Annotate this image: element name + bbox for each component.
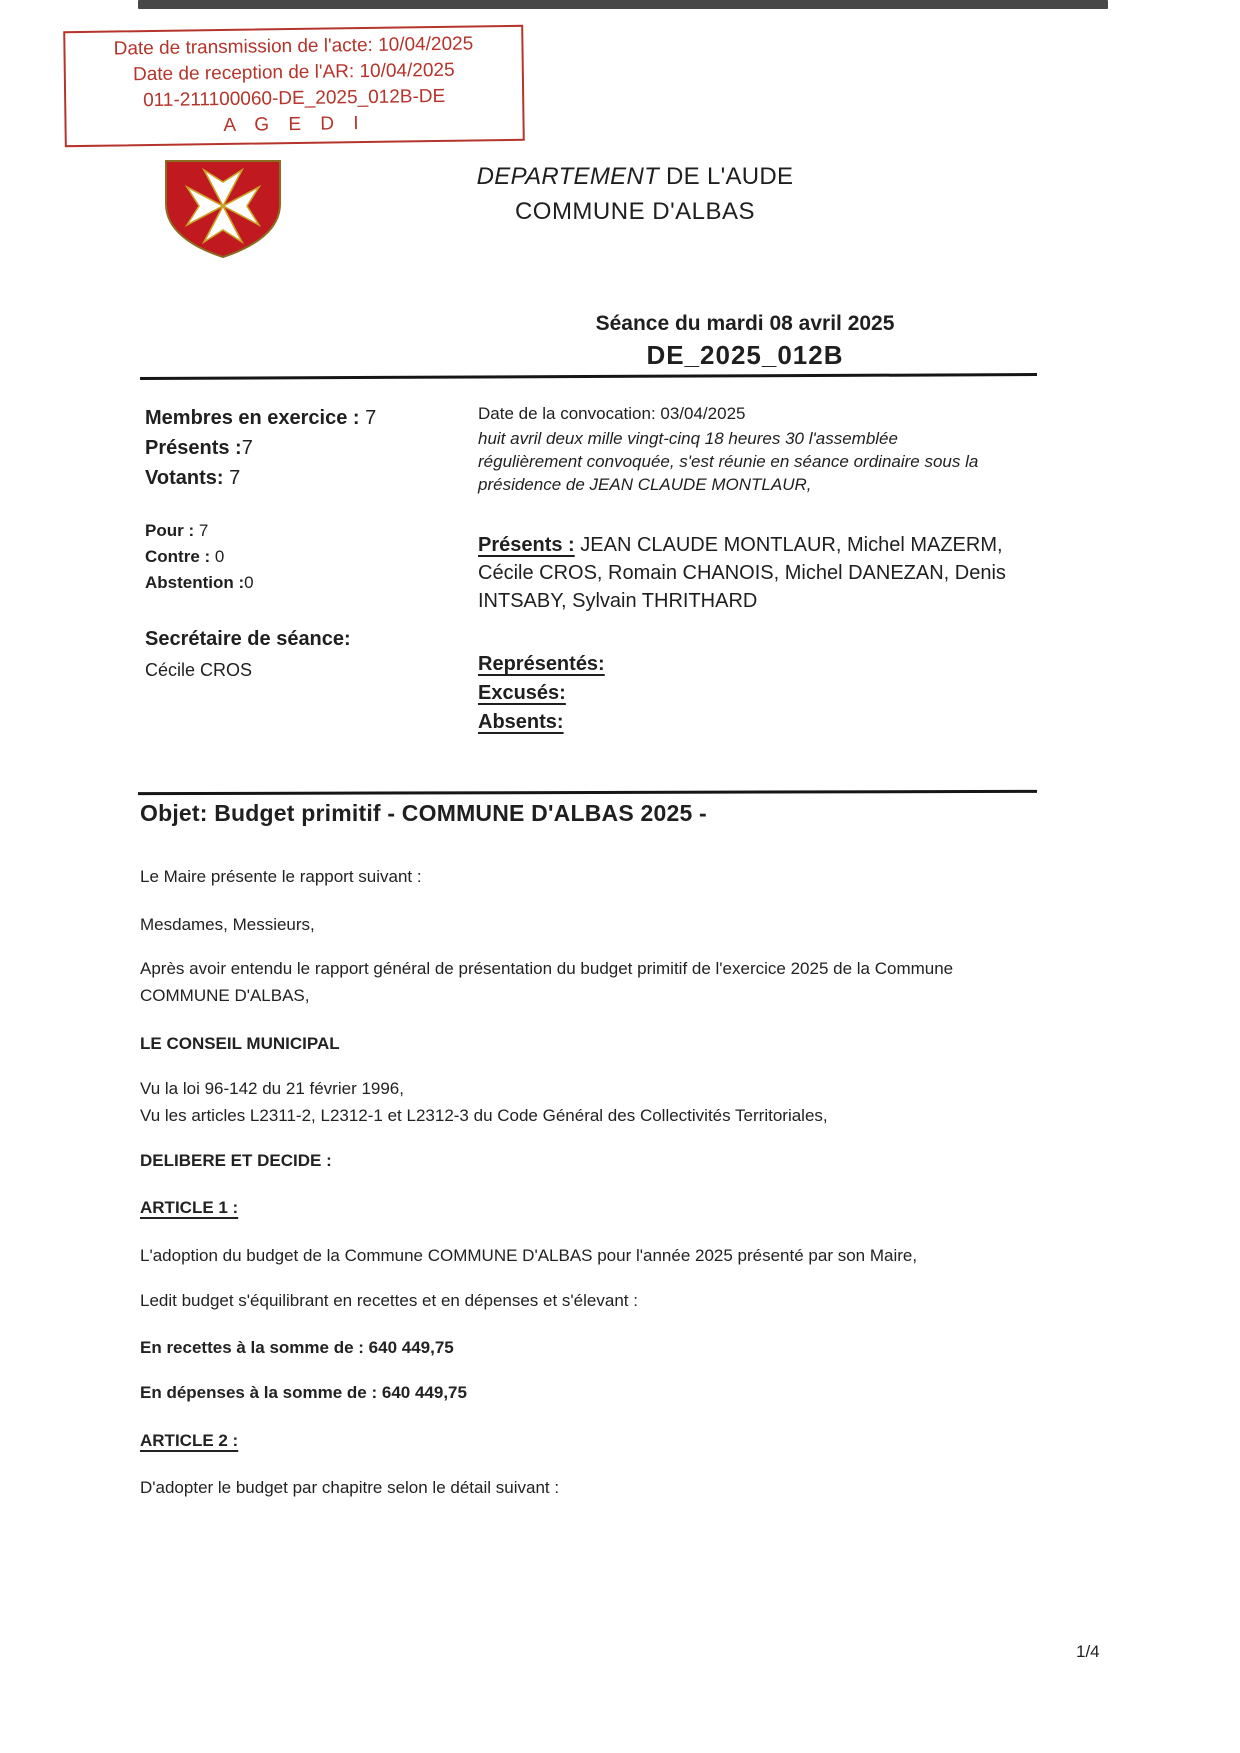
vote-results [145,518,445,596]
stamp-agedi-label: A G E D I [223,113,366,136]
abstention-row [145,570,445,596]
session-date-title: Séance du mardi 08 avril 2025 [595,312,895,335]
divider-object [138,790,1037,795]
members-in-office-value: 7 [359,407,377,429]
paragraph-vu [140,1075,1045,1129]
convocation-date: Date de la convocation: 03/04/2025 [478,404,746,423]
delibere-heading: DELIBERE ET DECIDE : [140,1151,332,1170]
article1-heading: ARTICLE 1 : [140,1198,239,1217]
paragraph-vu-line2: Vu les articles L2311-2, L2312-1 et L2312-3 du Code Général des Collectivités Territoriales, [140,1106,828,1125]
department-title-italic: DEPARTEMENT [476,163,660,190]
votes-for-row [145,518,445,544]
recettes-amount: En recettes à la somme de : 640 449,75 [140,1338,454,1357]
divider-top [140,373,1037,380]
secretary-label: Secrétaire de séance: [145,628,351,650]
voters-count-row [145,463,475,493]
stamp-act-reference: 011-211100060-DE_2025_012B-DE [142,85,446,112]
transmission-stamp [63,25,525,147]
represented-label: Représentés: [478,653,605,675]
votes-against-row [145,544,445,570]
session-description [478,427,1040,496]
votes-against-value: 0 [210,547,225,566]
depenses-amount: En dépenses à la somme de : 640 449,75 [140,1383,467,1402]
abstention-value: 0 [244,573,254,592]
members-in-office-label: Membres en exercice : [145,407,360,429]
deliberation-reference: DE_2025_012B [646,340,844,370]
article2-heading: ARTICLE 2 : [140,1431,239,1450]
commune-title: COMMUNE D'ALBAS [514,198,756,225]
paragraph-vu-line1: Vu la loi 96-142 du 21 février 1996, [140,1079,404,1098]
votes-against-label: Contre : [145,547,211,566]
member-counts [145,403,475,493]
department-title-rest: DE L'AUDE [659,163,794,190]
present-count-row [145,433,475,463]
attendance-status-list [478,650,878,737]
paragraph-adopter: D'adopter le budget par chapitre selon le détail suivant : [140,1478,560,1497]
abstention-label: Abstention : [145,573,245,592]
council-heading: LE CONSEIL MUNICIPAL [140,1034,340,1053]
session-description-line3: présidence de JEAN CLAUDE MONTLAUR, [478,475,812,494]
members-in-office-row [145,403,475,433]
paragraph-adoption: L'adoption du budget de la Commune COMMUNE D'ALBAS pour l'année 2025 présenté par son Maire, [140,1246,918,1265]
votes-for-label: Pour : [145,521,195,540]
scan-artifact-band [138,0,1108,9]
department-title [420,163,850,191]
present-members-names: JEAN CLAUDE MONTLAUR, Michel MAZERM, Cécile CROS, Romain CHANOIS, Michel DANEZAN, Denis INTSABY, Sylvain THRITHARD [478,534,1006,612]
present-count-label: Présents : [145,437,242,459]
excused-label: Excusés: [478,682,566,704]
secretary-name: Cécile CROS [145,660,253,680]
paragraph-after-report-line1: Après avoir entendu le rapport général de présentation du budget primitif de l'exercice 2025 de la Commune [140,959,954,978]
votes-for-value: 7 [194,521,209,540]
stamp-transmission-date: Date de transmission de l'acte: 10/04/2025 [113,33,474,60]
paragraph-salutation: Mesdames, Messieurs, [140,915,315,934]
stamp-reception-date: Date de reception de l'AR: 10/04/2025 [132,59,455,86]
paragraph-after-report [140,955,1045,1009]
absent-label: Absents: [478,711,564,733]
commune-coat-of-arms-icon [158,158,288,260]
voters-count-label: Votants: [145,467,224,489]
present-members [478,531,1044,615]
paragraph-after-report-line2: COMMUNE D'ALBAS, [140,986,310,1005]
voters-count-value: 7 [223,467,241,489]
paragraph-intro: Le Maire présente le rapport suivant : [140,867,422,886]
present-members-label: Présents : [478,534,575,556]
page-number: 1/4 [1076,1642,1100,1661]
paragraph-ledit: Ledit budget s'équilibrant en recettes et en dépenses et s'élevant : [140,1291,638,1310]
object-heading: Objet: Budget primitif - COMMUNE D'ALBAS 2025 - [140,800,707,826]
session-description-line2: régulièrement convoquée, s'est réunie en séance ordinaire sous la [478,452,979,471]
session-description-line1: huit avril deux mille vingt-cinq 18 heures 30 l'assemblée [478,429,898,448]
present-count-value: 7 [241,437,253,459]
